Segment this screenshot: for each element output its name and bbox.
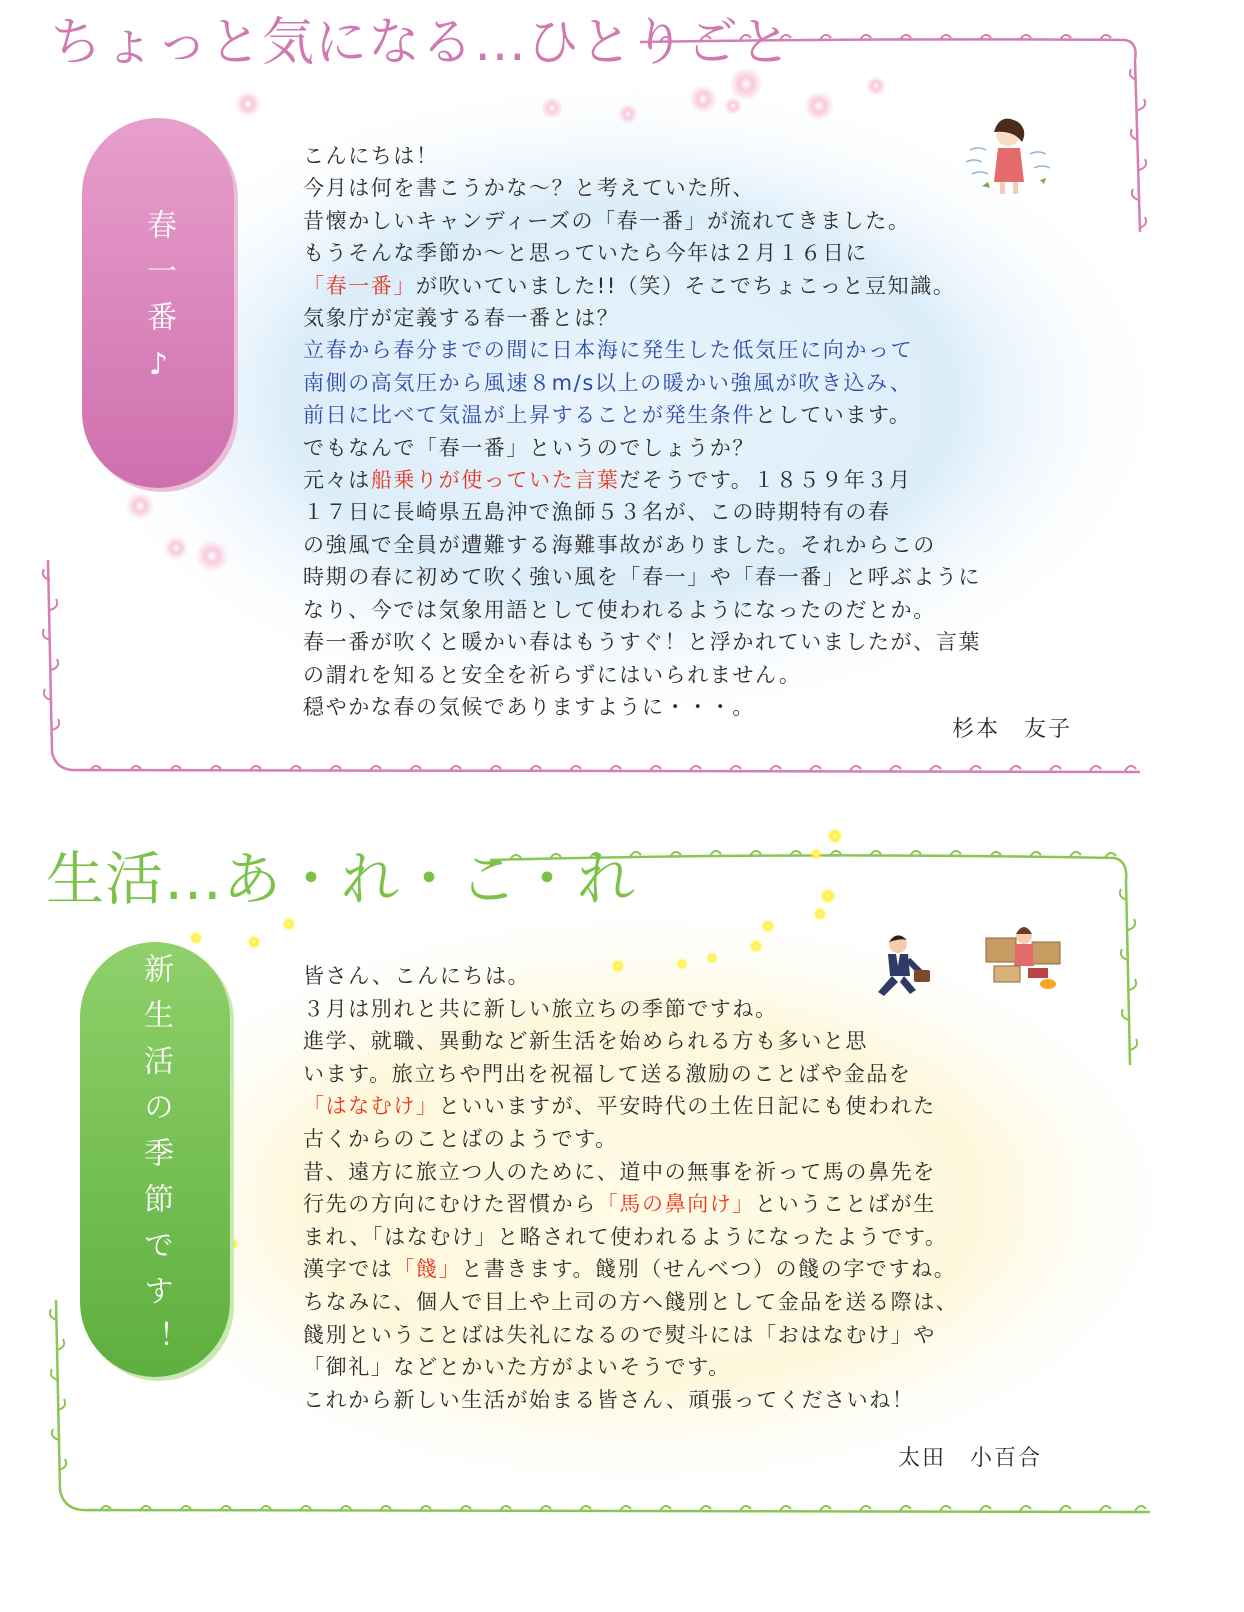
text-span: が吹いていました!!（笑）そこでちょこっと豆知識。 <box>416 273 956 298</box>
text-span: これから新しい生活が始まる皆さん、頑張ってくださいね！ <box>303 1387 915 1412</box>
section2-label-text: 新生活の季節です！ <box>138 952 173 1367</box>
section2-signature: 太田 小百合 <box>898 1446 1043 1471</box>
highlighted-text: 「はなむけ」 <box>303 1094 439 1119</box>
text-span: だそうです。１８５９年３月 <box>619 468 912 493</box>
text-line <box>303 1025 1103 1058</box>
text-span: でもなんで「春一番」というのでしょうか？ <box>303 435 755 460</box>
text-line <box>303 140 1103 172</box>
text-span: ３月は別れと共に新しい旅立ちの季節ですね。 <box>303 996 778 1021</box>
text-span: といいますが、平安時代の土佐日記にも使われた <box>438 1094 936 1119</box>
text-line <box>303 1319 1103 1352</box>
text-span: 古くからのことばのようです。 <box>303 1126 618 1151</box>
text-span: 穏やかな春の気候でありますように・・・。 <box>303 694 755 719</box>
text-line <box>303 529 1103 561</box>
section2-body <box>303 960 1103 1416</box>
text-line <box>303 399 1103 431</box>
text-line <box>303 432 1103 464</box>
text-line <box>303 1090 1103 1123</box>
text-line <box>303 561 1103 593</box>
text-line <box>303 659 1103 691</box>
section1-body <box>303 140 1103 723</box>
text-span: 餞別ということばは失礼になるので熨斗には「おはなむけ」や <box>303 1322 936 1347</box>
section1-label-text: 春一番♪ <box>141 208 176 398</box>
text-span: ちなみに、個人で目上や上司の方へ餞別として金品を送る際は、 <box>303 1289 959 1314</box>
text-span: 皆さん、こんにちは。 <box>303 964 531 988</box>
text-span: 昔懐かしいキャンディーズの「春一番」が流れてきました。 <box>303 208 911 233</box>
text-span: １７日に長崎県五島沖で漁師５３名が、この時期特有の春 <box>303 500 891 525</box>
text-line <box>303 1156 1103 1189</box>
section1-title: ちょっと気になる…ひとりごと <box>50 13 793 73</box>
highlighted-text: 「馬の鼻向け」 <box>596 1192 756 1217</box>
text-line <box>303 464 1103 496</box>
text-line <box>303 205 1103 237</box>
text-line <box>303 1221 1103 1254</box>
text-line <box>303 626 1103 658</box>
section2-lines <box>303 960 1103 1416</box>
text-span: 元々は <box>303 468 371 493</box>
section1-label-badge <box>82 118 234 488</box>
section2-label-badge <box>80 942 230 1377</box>
text-line <box>303 334 1103 366</box>
highlighted-text: 前日に比べて気温が上昇することが発生条件 <box>303 403 755 428</box>
text-span: もうそんな季節か～と思っていたら今年は２月１６日に <box>303 241 868 266</box>
text-span: の謂れを知ると安全を祈らずにはいられません。 <box>303 662 802 687</box>
highlighted-text: 「餞」 <box>393 1257 462 1282</box>
section2-title: 生活…あ・れ・こ・れ <box>46 845 637 913</box>
text-line <box>303 367 1103 399</box>
text-span: と書きます。餞別（せんべつ）の餞の字ですね。 <box>461 1257 957 1282</box>
text-span: ということばが生 <box>755 1192 936 1217</box>
text-span: 行先の方向にむけた習慣から <box>303 1192 597 1217</box>
text-span: まれ、「はなむけ」と略されて使われるようになったようです。 <box>303 1224 948 1249</box>
text-line <box>303 270 1103 302</box>
highlighted-text: 船乗りが使っていた言葉 <box>370 468 620 493</box>
text-line <box>303 1253 1103 1286</box>
text-line <box>303 496 1103 528</box>
text-line <box>303 172 1103 204</box>
text-span: 春一番が吹くと暖かい春はもうすぐ！と浮かれていましたが、言葉 <box>303 630 981 655</box>
text-span: 「御礼」などとかいた方がよいそうです。 <box>303 1355 731 1380</box>
highlighted-text: 立春から春分までの間に日本海に発生した低気圧に向かって <box>303 338 914 363</box>
text-span: なり、今では気象用語として使われるようになったのだとか。 <box>303 597 936 622</box>
text-line <box>303 1058 1103 1091</box>
text-span: 時期の春に初めて吹く強い風を「春一」や「春一番」と呼ぶように <box>303 565 981 590</box>
highlighted-text: 南側の高気圧から風速８m/s以上の暖かい強風が吹き込み、 <box>303 370 913 395</box>
text-span: 気象庁が定義する春一番とは？ <box>303 306 620 331</box>
text-span: の強風で全員が遭難する海難事故がありました。それからこの <box>303 532 936 557</box>
section1-signature: 杉本 友子 <box>952 717 1073 742</box>
text-line <box>303 237 1103 269</box>
text-span: 昔、遠方に旅立つ人のために、道中の無事を祈って馬の鼻先を <box>303 1159 936 1184</box>
text-line <box>303 960 1103 993</box>
text-span: います。旅立ちや門出を祝福して送る激励のことばや金品を <box>303 1061 912 1086</box>
text-line <box>303 993 1103 1026</box>
text-span: としています。 <box>755 403 912 428</box>
text-line <box>303 1286 1103 1319</box>
text-line <box>303 1351 1103 1384</box>
text-line <box>303 1123 1103 1156</box>
text-line <box>303 594 1103 626</box>
section1-lines <box>303 140 1103 723</box>
text-span: 今月は何を書こうかな～？と考えていた所、 <box>303 176 755 201</box>
text-span: 進学、就職、異動など新生活を始められる方も多いと思 <box>303 1029 868 1054</box>
text-span: こんにちは！ <box>303 144 439 168</box>
highlighted-text: 「春一番」 <box>303 273 416 298</box>
text-line <box>303 1384 1103 1417</box>
text-line <box>303 302 1103 334</box>
text-span: 漢字では <box>303 1257 394 1282</box>
text-line <box>303 1188 1103 1221</box>
